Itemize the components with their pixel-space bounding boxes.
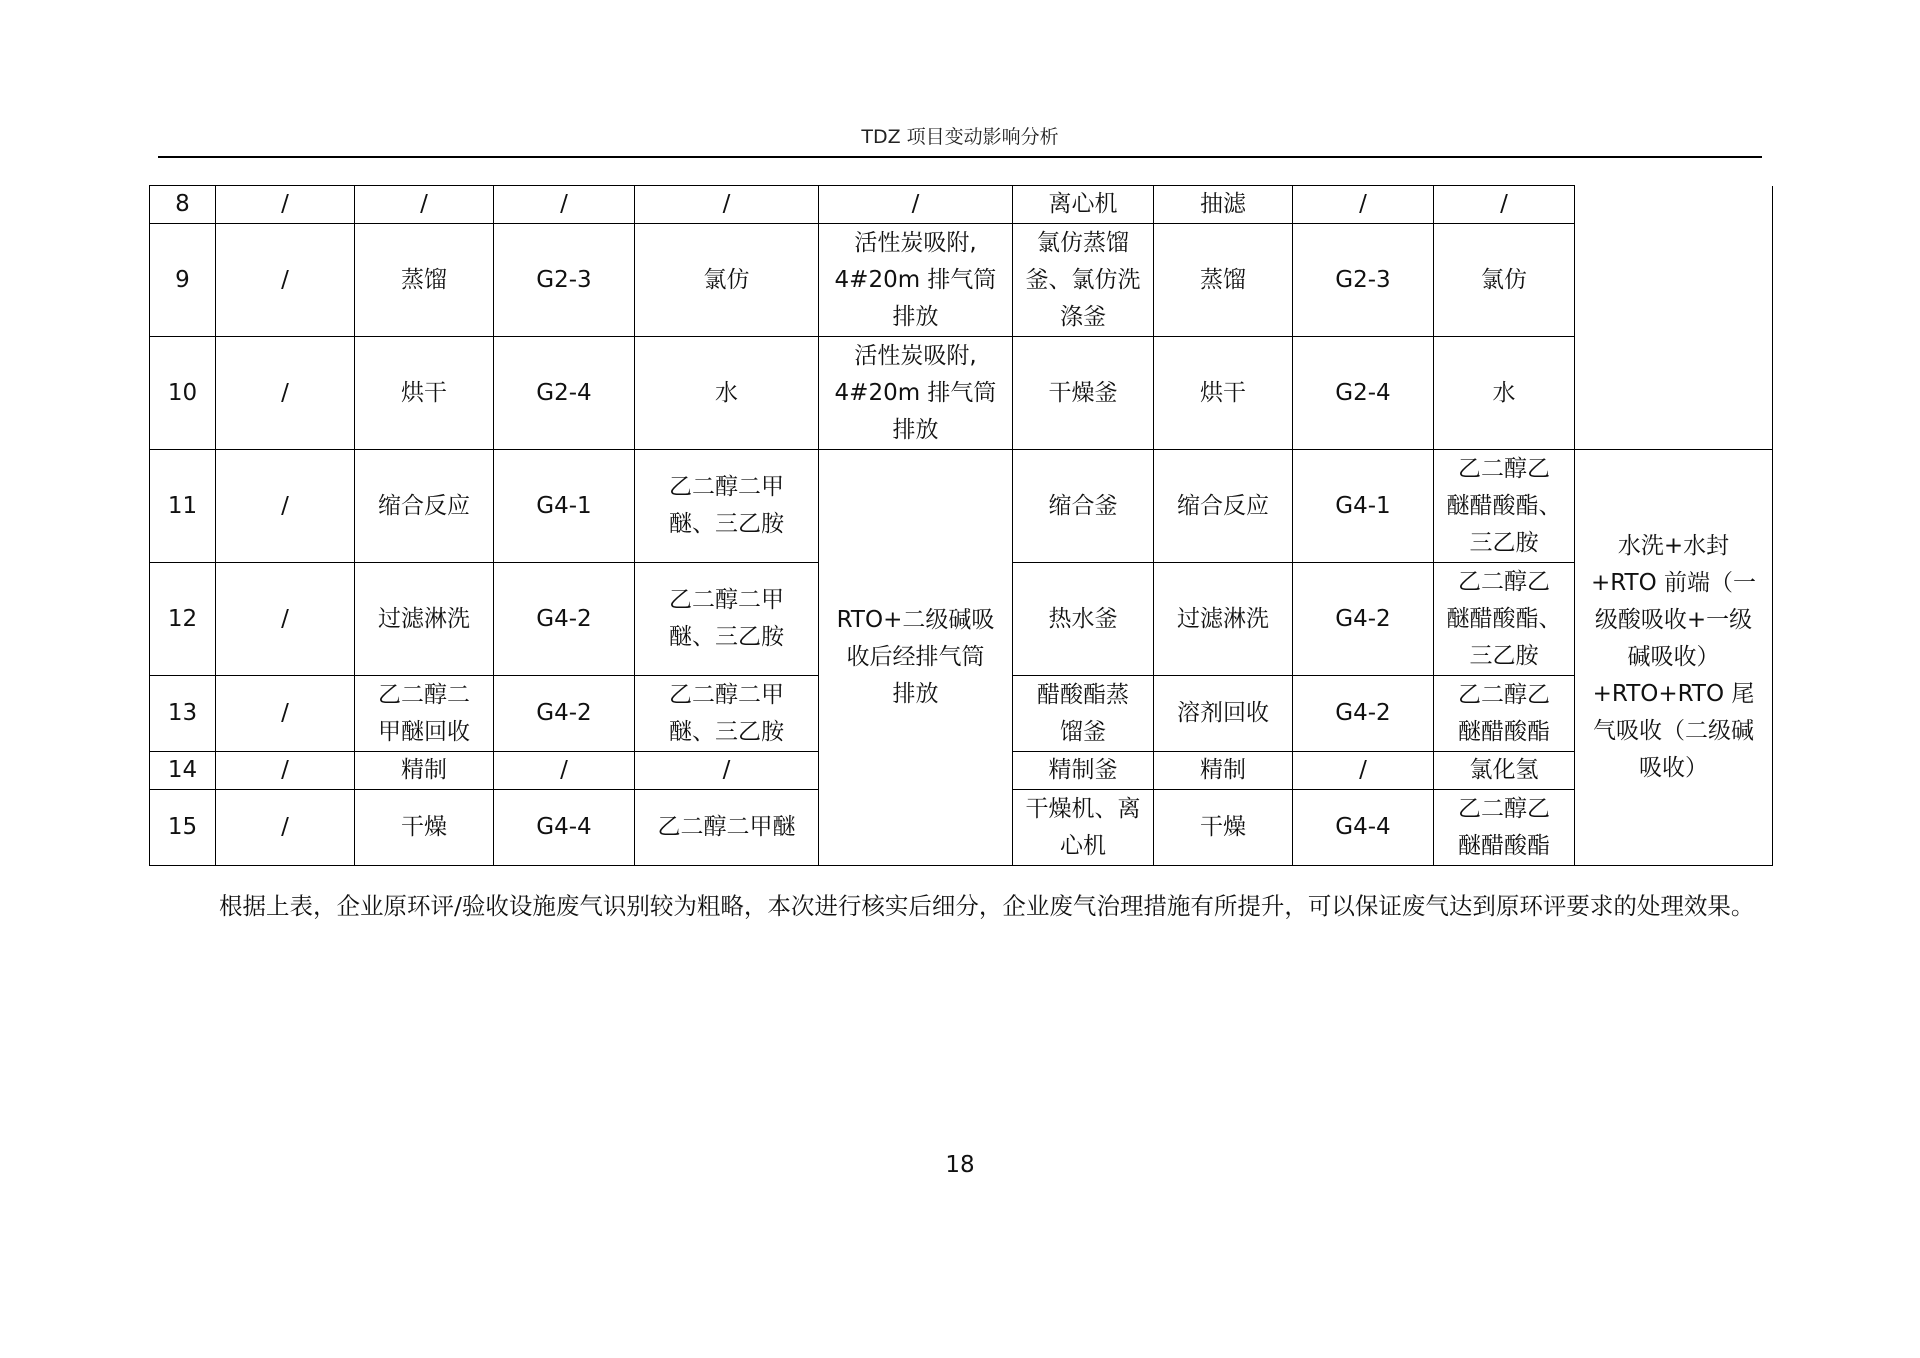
cell-seq: 13 (150, 676, 216, 752)
cell-multiline: 醋酸酯蒸 馏釜 (1013, 676, 1154, 752)
cell: G4-2 (1293, 676, 1434, 752)
cell-treatment-original: RTO+二级碱吸 收后经排气筒 排放 (819, 450, 1013, 866)
cell: 精制 (1154, 752, 1293, 790)
cell: / (635, 186, 819, 224)
cell: G4-2 (494, 563, 635, 676)
cell: / (216, 676, 355, 752)
cell: / (216, 752, 355, 790)
cell-multiline: 干燥机、离 心机 (1013, 790, 1154, 866)
table-row (150, 450, 1773, 563)
cell: / (355, 186, 494, 224)
cell-multiline: 乙二醇二甲 醚、三乙胺 (635, 450, 819, 563)
cell: G4-1 (494, 450, 635, 563)
cell: 干燥 (1154, 790, 1293, 866)
header-divider (158, 156, 1762, 158)
cell-multiline: 乙二醇乙 醚醋酸酯、 三乙胺 (1434, 450, 1575, 563)
cell-seq: 14 (150, 752, 216, 790)
cell: 精制釜 (1013, 752, 1154, 790)
cell: 氯仿 (1434, 224, 1575, 337)
cell: G4-4 (494, 790, 635, 866)
cell: 热水釜 (1013, 563, 1154, 676)
cell: G4-2 (1293, 563, 1434, 676)
cell: / (494, 186, 635, 224)
cell: 缩合反应 (355, 450, 494, 563)
cell: 烘干 (1154, 337, 1293, 450)
cell: G4-1 (1293, 450, 1434, 563)
table-row (150, 186, 1773, 224)
cell: 过滤淋洗 (355, 563, 494, 676)
page-number: 18 (945, 1152, 975, 1178)
cell: / (1293, 186, 1434, 224)
cell-seq: 8 (150, 186, 216, 224)
cell-multiline: 乙二醇乙 醚醋酸酯 (1434, 676, 1575, 752)
cell: G2-4 (1293, 337, 1434, 450)
cell-multiline: 乙二醇二 甲醚回收 (355, 676, 494, 752)
cell: / (216, 790, 355, 866)
cell: 烘干 (355, 337, 494, 450)
cell: / (216, 450, 355, 563)
cell-seq: 10 (150, 337, 216, 450)
cell: 缩合反应 (1154, 450, 1293, 563)
cell-seq: 11 (150, 450, 216, 563)
waste-gas-comparison-table (149, 185, 1773, 866)
summary-paragraph: 根据上表，企业原环评/验收设施废气识别较为粗略，本次进行核实后细分，企业废气治理措施有所提升，可以保证废气达到原环评要求的处理效果。 (219, 892, 1755, 920)
cell-treatment-current: 水洗+水封 +RTO 前端（一 级酸吸收+一级 碱吸收） +RTO+RTO 尾 气吸收（二级碱 吸收） (1575, 450, 1773, 866)
cell: / (1434, 186, 1575, 224)
cell: 水 (1434, 337, 1575, 450)
cell: / (216, 186, 355, 224)
cell-multiline: 氯仿蒸馏 釜、氯仿洗 涤釜 (1013, 224, 1154, 337)
cell-multiline: 乙二醇乙 醚醋酸酯、 三乙胺 (1434, 563, 1575, 676)
cell: 溶剂回收 (1154, 676, 1293, 752)
cell-multiline: 活性炭吸附, 4#20m 排气筒 排放 (819, 224, 1013, 337)
cell: / (216, 224, 355, 337)
cell-seq: 12 (150, 563, 216, 676)
cell: 蒸馏 (355, 224, 494, 337)
cell: 干燥釜 (1013, 337, 1154, 450)
page-header-title: TDZ 项目变动影响分析 (861, 126, 1059, 148)
cell-seq: 9 (150, 224, 216, 337)
cell: 缩合釜 (1013, 450, 1154, 563)
cell: 蒸馏 (1154, 224, 1293, 337)
cell-empty-treatment (1575, 186, 1773, 450)
cell-multiline: 乙二醇二甲 醚、三乙胺 (635, 563, 819, 676)
cell: G2-4 (494, 337, 635, 450)
cell: / (635, 752, 819, 790)
cell: / (216, 563, 355, 676)
cell: 干燥 (355, 790, 494, 866)
cell: 乙二醇二甲醚 (635, 790, 819, 866)
cell: / (1293, 752, 1434, 790)
table-row (150, 337, 1773, 450)
table-row (150, 224, 1773, 337)
cell: G4-4 (1293, 790, 1434, 866)
cell: 精制 (355, 752, 494, 790)
cell: G4-2 (494, 676, 635, 752)
cell: 氯化氢 (1434, 752, 1575, 790)
cell: 过滤淋洗 (1154, 563, 1293, 676)
cell: G2-3 (1293, 224, 1434, 337)
cell: 水 (635, 337, 819, 450)
cell: / (819, 186, 1013, 224)
cell: G2-3 (494, 224, 635, 337)
cell-seq: 15 (150, 790, 216, 866)
cell-multiline: 乙二醇乙 醚醋酸酯 (1434, 790, 1575, 866)
cell: 离心机 (1013, 186, 1154, 224)
cell: / (216, 337, 355, 450)
cell-multiline: 乙二醇二甲 醚、三乙胺 (635, 676, 819, 752)
cell-multiline: 活性炭吸附, 4#20m 排气筒 排放 (819, 337, 1013, 450)
cell: 氯仿 (635, 224, 819, 337)
cell: / (494, 752, 635, 790)
cell: 抽滤 (1154, 186, 1293, 224)
